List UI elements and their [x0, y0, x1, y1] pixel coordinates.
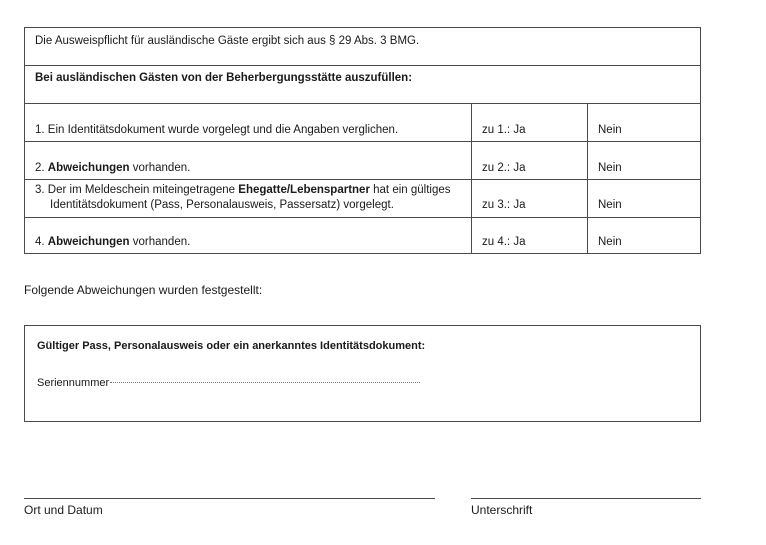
- no-cell[interactable]: [588, 180, 700, 217]
- no-cell[interactable]: [588, 142, 700, 179]
- no-label: Nein: [598, 236, 622, 248]
- yes-label: zu 2.: Ja: [482, 162, 526, 174]
- yes-cell[interactable]: [472, 142, 588, 179]
- identity-document-heading: Gültiger Pass, Personalausweis oder ein anerkanntes Identitätsdokument:: [37, 340, 426, 352]
- serial-number-label: Seriennummer: [37, 377, 110, 389]
- place-date-line[interactable]: [24, 498, 435, 499]
- question-bold: Abweichungen: [47, 162, 130, 174]
- no-cell[interactable]: [588, 104, 700, 141]
- no-label: Nein: [598, 199, 622, 211]
- question-text: [35, 123, 398, 137]
- question-text: [35, 235, 190, 249]
- yes-label: zu 1.: Ja: [482, 124, 526, 136]
- signature-line[interactable]: [471, 498, 701, 499]
- table-row: [25, 218, 700, 254]
- intro-row: [25, 28, 700, 66]
- question-text: [35, 183, 451, 197]
- serial-number-field[interactable]: [110, 382, 420, 383]
- question-pre: Ein Identitätsdokument wurde vorgelegt und die Angaben verglichen.: [47, 124, 399, 136]
- intro-text: Die Ausweispflicht für ausländische Gäste ergibt sich aus § 29 Abs. 3 BMG.: [35, 35, 420, 47]
- question-post: vorhanden.: [129, 162, 191, 174]
- section-heading: Bei ausländischen Gästen von der Beherbergungsstätte auszufüllen:: [35, 72, 413, 84]
- deviations-label: Folgende Abweichungen wurden festgestellt:: [24, 283, 263, 297]
- table-row: [25, 104, 700, 142]
- question-number: 1.: [35, 124, 45, 136]
- no-cell[interactable]: [588, 218, 700, 254]
- no-label: Nein: [598, 162, 622, 174]
- question-cell: [25, 104, 472, 141]
- question-text: [35, 161, 190, 175]
- question-post: vorhanden.: [129, 236, 191, 248]
- question-bold: Ehegatte/Lebenspartner: [238, 184, 370, 196]
- question-number: 4.: [35, 236, 45, 248]
- yes-label: zu 3.: Ja: [482, 199, 526, 211]
- question-cell: [25, 218, 472, 254]
- section-heading-row: [25, 66, 700, 104]
- table-row: [25, 180, 700, 218]
- question-cell: [25, 142, 472, 179]
- yes-label: zu 4.: Ja: [482, 236, 526, 248]
- signature-label: Unterschrift: [471, 503, 533, 517]
- question-line2: Identitätsdokument (Pass, Personalausweis, Passersatz) vorgelegt.: [50, 199, 394, 211]
- question-number: 3.: [35, 184, 45, 196]
- identity-document-box: [24, 325, 701, 422]
- question-number: 2.: [35, 162, 45, 174]
- yes-cell[interactable]: [472, 218, 588, 254]
- place-date-label: Ort und Datum: [24, 503, 103, 517]
- question-bold: Abweichungen: [47, 236, 130, 248]
- question-pre: Der im Meldeschein miteingetragene: [47, 184, 239, 196]
- question-post: hat ein gültiges: [369, 184, 451, 196]
- guest-id-table: [24, 27, 701, 254]
- yes-cell[interactable]: [472, 180, 588, 217]
- yes-cell[interactable]: [472, 104, 588, 141]
- no-label: Nein: [598, 124, 622, 136]
- table-row: [25, 142, 700, 180]
- question-cell: [25, 180, 472, 217]
